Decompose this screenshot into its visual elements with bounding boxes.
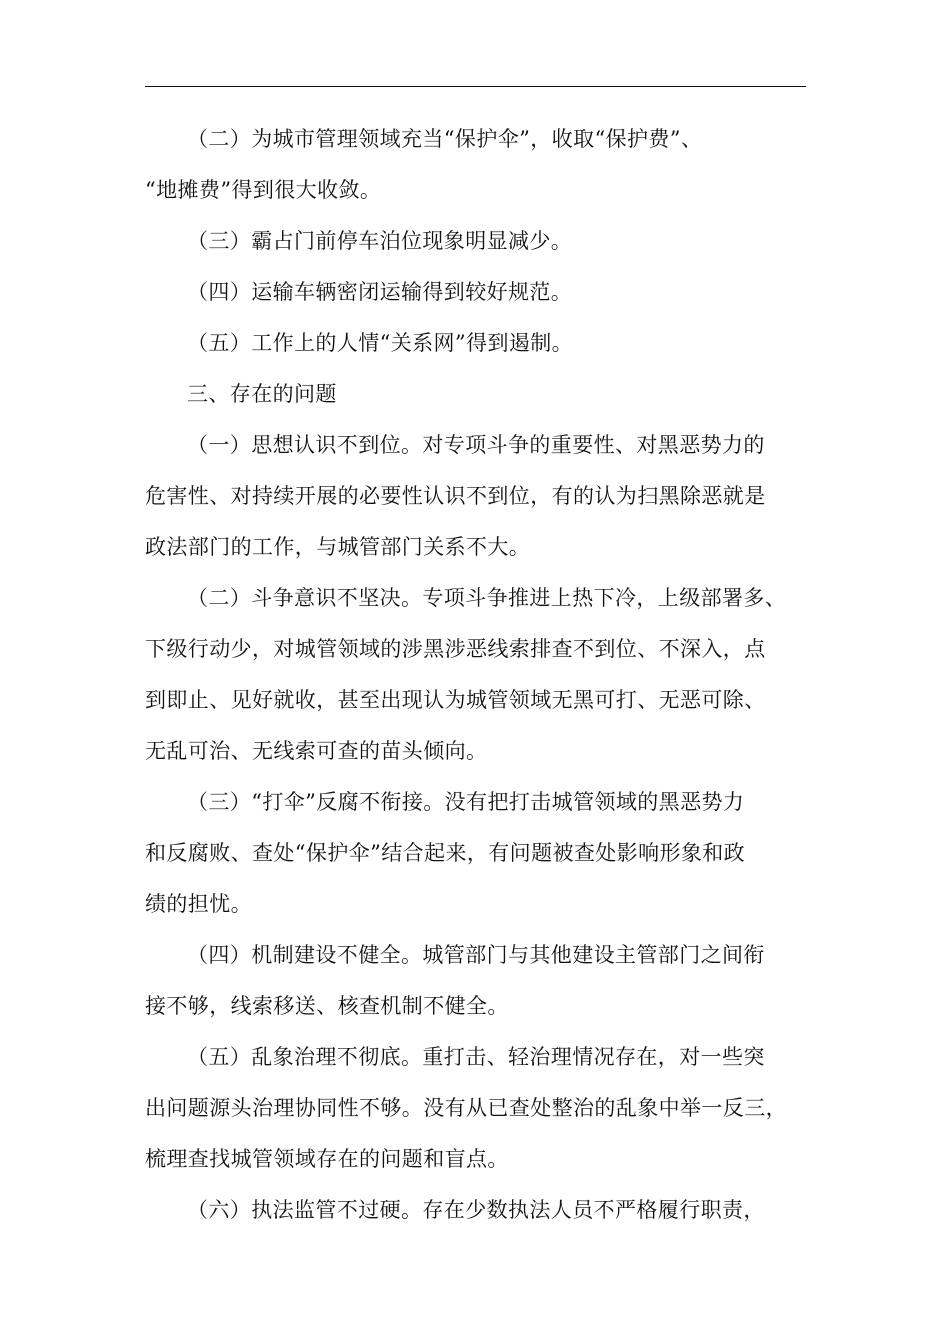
text-line: （六）执法监管不过硬。存在少数执法人员不严格履行职责，: [187, 1198, 765, 1222]
text-line: （二）斗争意识不坚决。专项斗争推进上热下冷，上级部署多、: [187, 586, 787, 610]
text-line: 无乱可治、无线索可查的苗头倾向。: [145, 739, 488, 763]
paragraph: [145, 777, 806, 930]
text-line: “地摊费”得到很大收敛。: [145, 178, 382, 202]
paragraph: [145, 930, 806, 1032]
header-rule: [145, 86, 806, 87]
text-line: 到即止、见好就收，甚至出现认为城管领域无黑可打、无恶可除、: [145, 688, 766, 712]
text-line: 三、存在的问题: [187, 382, 337, 406]
paragraph: [145, 267, 806, 318]
text-line: 政法部门的工作，与城管部门关系不大。: [145, 535, 531, 559]
text-line: 危害性、对持续开展的必要性认识不到位，有的认为扫黑除恶就是: [145, 484, 766, 508]
paragraph: [145, 573, 806, 777]
text-line: （五）工作上的人情“关系网”得到遏制。: [187, 331, 574, 355]
text-line: 绩的担忧。: [145, 892, 252, 916]
text-line: （五）乱象治理不彻底。重打击、轻治理情况存在，对一些突: [187, 1045, 765, 1069]
text-line: （四）机制建设不健全。城管部门与其他建设主管部门之间衔: [187, 943, 765, 967]
document-body: [145, 114, 806, 1236]
paragraph: [145, 216, 806, 267]
text-line: 下级行动少，对城管领域的涉黑涉恶线索排查不到位、不深入，点: [145, 637, 766, 661]
paragraph: [145, 318, 806, 369]
paragraph: [145, 420, 806, 573]
paragraph: [145, 1032, 806, 1185]
section-heading: [145, 369, 806, 420]
text-line: （三）霸占门前停车泊位现象明显减少。: [187, 229, 573, 253]
text-line: （二）为城市管理领域充当“保护伞”，收取“保护费”、: [187, 127, 703, 151]
text-line: （一）思想认识不到位。对专项斗争的重要性、对黑恶势力的: [187, 433, 765, 457]
text-line: 梳理查找城管领域存在的问题和盲点。: [145, 1147, 509, 1171]
text-line: （三）“打伞”反腐不衔接。没有把打击城管领域的黑恶势力: [187, 790, 745, 814]
paragraph: [145, 1185, 806, 1236]
text-line: 和反腐败、查处“保护伞”结合起来，有问题被查处影响形象和政: [145, 841, 746, 865]
paragraph: [145, 114, 806, 216]
text-line: 接不够，线索移送、核查机制不健全。: [145, 994, 509, 1018]
text-line: （四）运输车辆密闭运输得到较好规范。: [187, 280, 573, 304]
text-line: 出问题源头治理协同性不够。没有从已查处整治的乱象中举一反三，: [145, 1096, 787, 1120]
